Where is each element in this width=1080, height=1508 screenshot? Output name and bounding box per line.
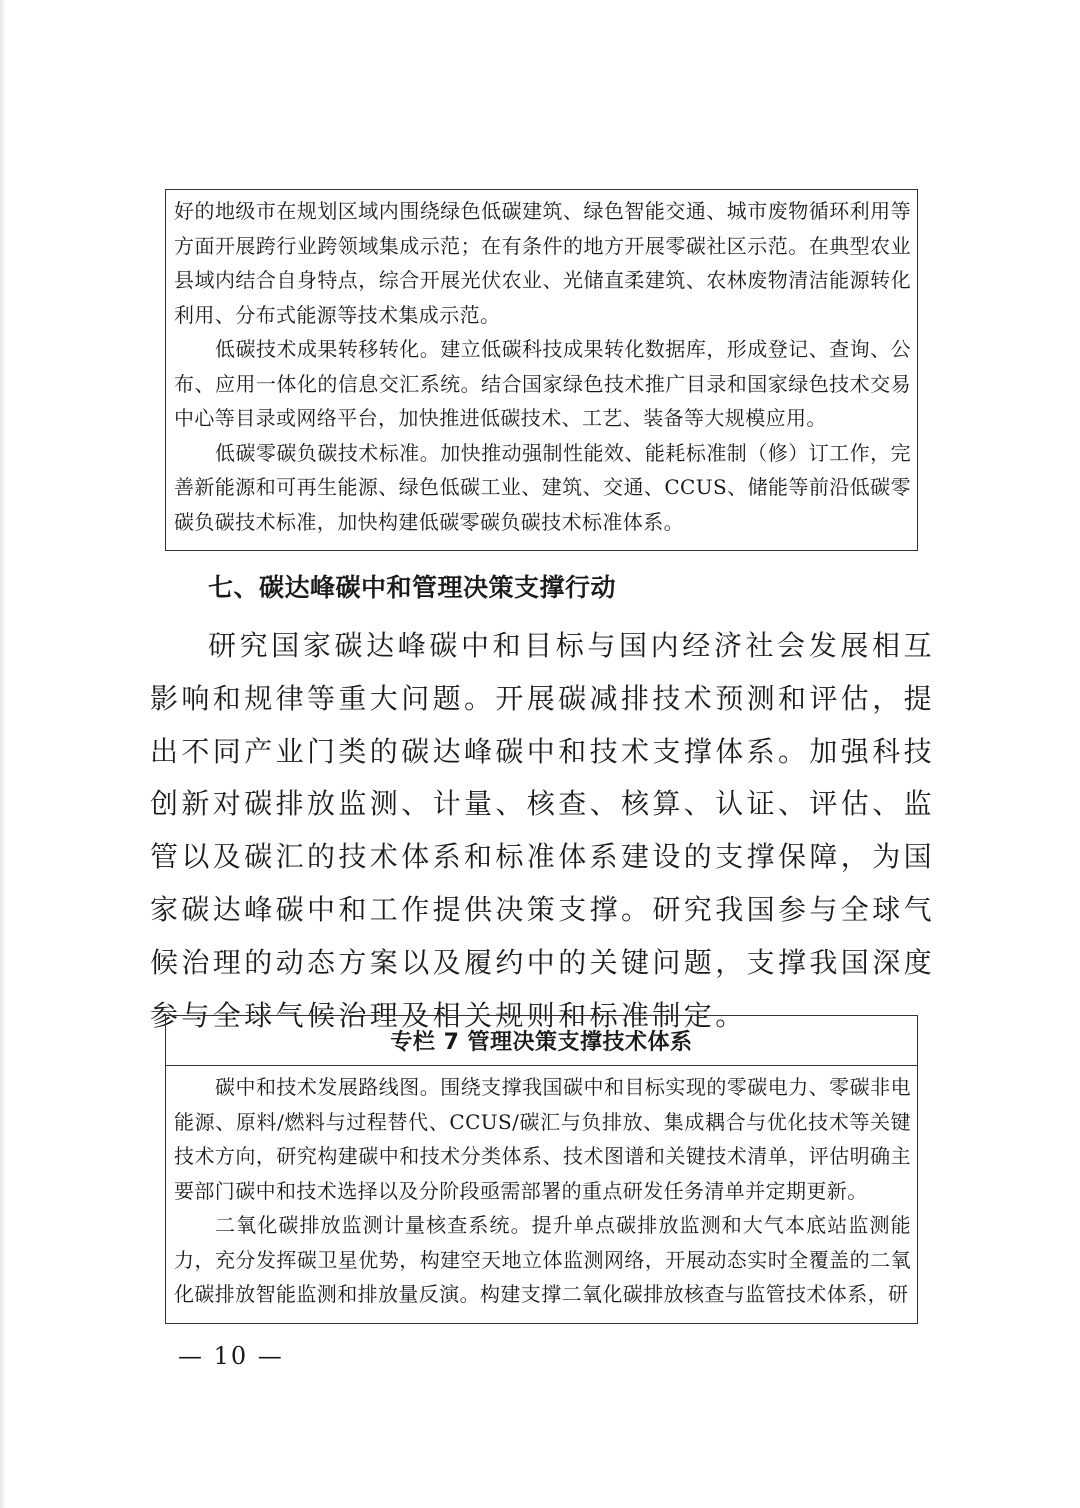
page-number: — 10 — xyxy=(178,1342,284,1370)
box2-paragraph-1: 碳中和技术发展路线图。围绕支撑我国碳中和目标实现的零碳电力、零碳非电能源、原料/燃料与过程替代、CCUS/碳汇与负排放、集成耦合与优化技术等关键技术方向，研究构建碳中和技术分类体系、技术图谱和关键技术清单，评估明确主要部门碳中和技术选择以及分阶段亟需部署的重点研发任务清单并定期更新。 xyxy=(174,1075,911,1203)
box2-paragraph-2: 二氧化碳排放监测计量核查系统。提升单点碳排放监测和大气本底站监测能力，充分发挥碳卫星优势，构建空天地立体监测网络，开展动态实时全覆盖的二氧化碳排放智能监测和排放量反演。构建支撑二氧化碳排放核查与监管技术体系，研 xyxy=(174,1213,911,1306)
section-body-text: 研究国家碳达峰碳中和目标与国内经济社会发展相互影响和规律等重大问题。开展碳减排技术预测和评估，提出不同产业门类的碳达峰碳中和技术支撑体系。加强科技创新对碳排放监测、计量、核查、核算、认证、评估、监管以及碳汇的技术体系和标准体系建设的支撑保障，为国家碳达峰碳中和工作提供决策支撑。研究我国参与全球气候治理的动态方案以及履约中的关键问题，支撑我国深度参与全球气候治理及相关规则和标准制定。 xyxy=(150,629,936,1032)
page-edge-shadow xyxy=(0,0,6,1508)
column-box-continued xyxy=(165,189,918,551)
box1-paragraph-3: 低碳零碳负碳技术标准。加快推动强制性能效、能耗标准制（修）订工作，完善新能源和可再生能源、绿色低碳工业、建筑、交通、CCUS、储能等前沿低碳零碳负碳技术标准，加快构建低碳零碳负碳技术标准体系。 xyxy=(174,440,911,534)
box1-paragraph-2: 低碳技术成果转移转化。建立低碳科技成果转化数据库，形成登记、查询、公布、应用一体化的信息交汇系统。结合国家绿色技术推广目录和国家绿色技术交易中心等目录或网络平台，加快推进低碳技术、工艺、装备等大规模应用。 xyxy=(174,337,911,430)
box1-paragraph-1: 好的地级市在规划区域内围绕绿色低碳建筑、绿色智能交通、城市废物循环利用等方面开展跨行业跨领域集成示范；在有条件的地方开展零碳社区示范。在典型农业县域内结合自身特点，综合开展光伏农业、光储直柔建筑、农林废物清洁能源转化利用、分布式能源等技术集成示范。 xyxy=(174,199,911,327)
column-box-title: 专栏 7 管理决策支撑技术体系 xyxy=(166,1016,917,1066)
column-box-7 xyxy=(165,1015,918,1324)
column-box-body xyxy=(166,1066,917,1312)
section-heading: 七、碳达峰碳中和管理决策支撑行动 xyxy=(208,573,617,602)
